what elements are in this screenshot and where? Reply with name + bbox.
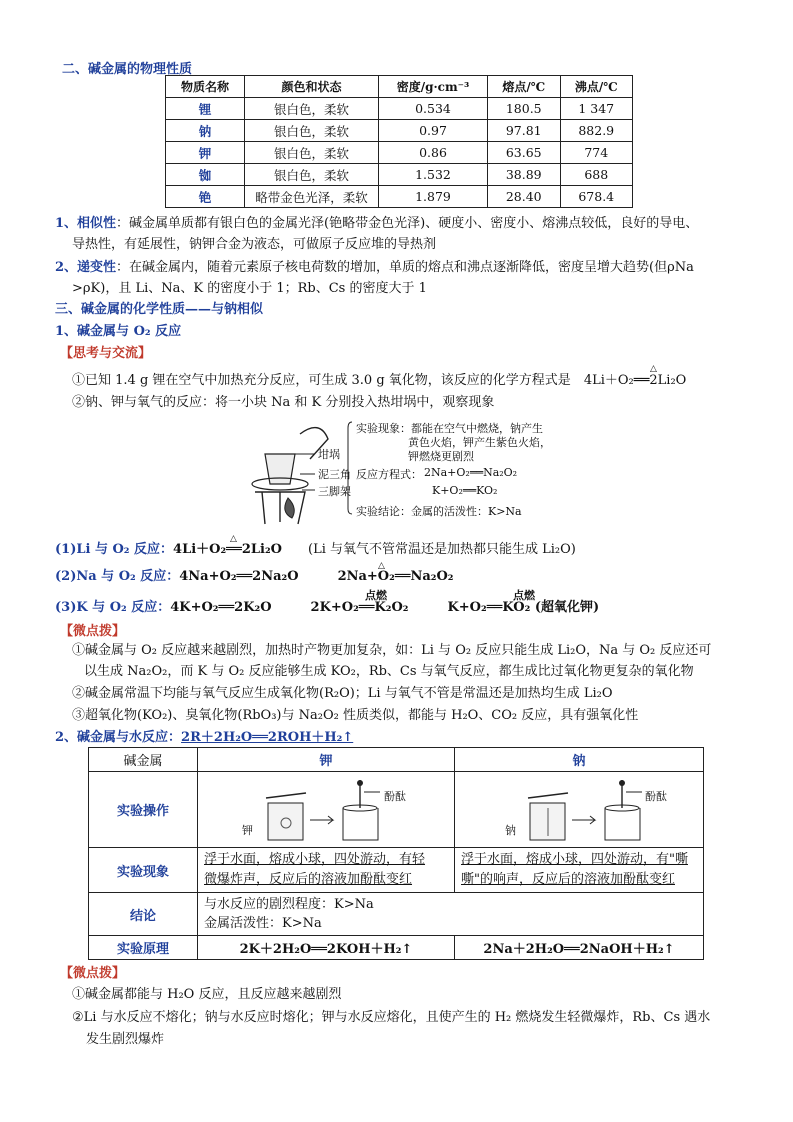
cell-bp: 678.4 bbox=[560, 186, 633, 208]
na-reaction-eq1: 4Na+O₂══2Na₂O bbox=[179, 569, 299, 584]
cell-density: 0.86 bbox=[379, 142, 488, 164]
similarity-text: ：碱金属单质都有银白色的金属光泽(铯略带金色光泽)、硬度小、密度小、熔沸点较低，良好的导电、 bbox=[116, 216, 699, 231]
cell-bp: 1 347 bbox=[560, 98, 633, 120]
header-bp: 沸点/℃ bbox=[560, 76, 633, 98]
concl-line1: 与水反应的剧烈程度：K>Na bbox=[204, 897, 374, 912]
cell-bp: 774 bbox=[560, 142, 633, 164]
phen-k-line1: 浮于水面，熔成小球，四处游动，有轻 bbox=[204, 852, 426, 867]
fig-eq-2: K+O₂══KO₂ bbox=[432, 484, 498, 497]
table2-princ-k: 2K＋2H₂O══2KOH＋H₂↑ bbox=[198, 936, 455, 960]
li-reaction-label: (1)Li 与 O₂ 反应： bbox=[55, 542, 174, 557]
think-line2: ②钠、钾与氧气的反应：将一小块 Na 和 K 分别投入热坩埚中，观察现象 bbox=[72, 395, 495, 410]
cell-mp: 28.40 bbox=[488, 186, 561, 208]
table2-op-k bbox=[198, 772, 455, 848]
li-reaction-eq: 4Li＋O₂══2Li₂O bbox=[173, 542, 282, 557]
section-title-physical: 二、碱金属的物理性质 bbox=[62, 62, 193, 77]
table2-phen-k bbox=[198, 848, 455, 893]
fig-phenomenon-1: 实验现象：都能在空气中燃烧，钠产生 bbox=[356, 422, 543, 435]
cell-density: 1.532 bbox=[379, 164, 488, 186]
na-reaction-line bbox=[55, 567, 454, 587]
similarity-line1 bbox=[55, 214, 698, 234]
fig-phenol-na: 酚酞 bbox=[645, 790, 667, 803]
cell-mp: 38.89 bbox=[488, 164, 561, 186]
header-color: 颜色和状态 bbox=[245, 76, 379, 98]
label-crucible: 坩埚 bbox=[318, 448, 340, 461]
cell-color: 略带金色光泽，柔软 bbox=[245, 186, 379, 208]
table-row bbox=[166, 186, 633, 208]
water-reaction-title bbox=[55, 728, 353, 748]
cell-name: 锂 bbox=[166, 98, 245, 120]
cell-mp: 180.5 bbox=[488, 98, 561, 120]
table-row bbox=[166, 120, 633, 142]
phen-na-line2: 嘶"的响声，反应后的溶液加酚酞变红 bbox=[461, 872, 675, 887]
cell-color: 银白色，柔软 bbox=[245, 142, 379, 164]
think-equation: 4Li＋O₂══2Li₂O bbox=[583, 373, 687, 388]
table2-phen-row bbox=[89, 848, 704, 893]
table2-h0: 碱金属 bbox=[89, 748, 198, 772]
table2-op-na bbox=[455, 772, 704, 848]
cell-density: 0.97 bbox=[379, 120, 488, 142]
micro-tip-1b: 以生成 Na₂O₂，而 K 与 O₂ 反应能够生成 KO₂，Rb、Cs 与氧气反应，都生成比过氧化物更复杂的氧化物 bbox=[84, 664, 694, 679]
phen-na-line1: 浮于水面，熔成小球，四处游动，有"嘶 bbox=[461, 852, 688, 867]
section-title-chemical: 三、碱金属的化学性质——与钠相似 bbox=[55, 302, 264, 317]
micro-tip2-title: 【微点拨】 bbox=[60, 966, 126, 981]
micro-tip-title: 【微点拨】 bbox=[60, 624, 126, 639]
micro-tip-2: ②碱金属常温下均能与氧气反应生成氧化物(R₂O)；Li 与氧气不管是常温还是加热均生成 Li₂O bbox=[72, 686, 613, 701]
water-reaction-table bbox=[88, 747, 704, 960]
na-reaction-eq2: 2Na+O₂══Na₂O₂ bbox=[337, 569, 454, 584]
cell-name: 钠 bbox=[166, 120, 245, 142]
table-row bbox=[166, 164, 633, 186]
cell-density: 0.534 bbox=[379, 98, 488, 120]
table2-op-row bbox=[89, 772, 704, 848]
fig-eq-label: 反应方程式： bbox=[356, 468, 422, 481]
similarity-line2: 导热性，有延展性，钠钾合金为液态，可做原子反应堆的导热剂 bbox=[72, 237, 437, 252]
li-heat-condition: △ bbox=[230, 534, 237, 544]
table2-header bbox=[89, 748, 704, 772]
k-reaction-label: (3)K 与 O₂ 反应： bbox=[55, 600, 171, 615]
cell-name: 铯 bbox=[166, 186, 245, 208]
micro-tip2-1: ①碱金属都能与 H₂O 反应，且反应越来越剧烈 bbox=[72, 987, 342, 1002]
na-reaction-label: (2)Na 与 O₂ 反应： bbox=[55, 569, 180, 584]
fig-phenomenon-3: 钾燃烧更剧烈 bbox=[408, 450, 474, 463]
fig-k-label: 钾 bbox=[242, 824, 253, 837]
k-reaction-eq1: 4K+O₂══2K₂O bbox=[170, 600, 272, 615]
label-tripod: 三脚架 bbox=[318, 485, 351, 498]
na-heat-condition: △ bbox=[378, 561, 385, 571]
micro-tip2-2b: 发生剧烈爆炸 bbox=[86, 1032, 165, 1047]
k-reaction-eq2: 2K+O₂══K₂O₂ bbox=[310, 600, 409, 615]
think-title: 【思考与交流】 bbox=[60, 346, 152, 361]
o2-reaction-title: 1、碱金属与 O₂ 反应 bbox=[55, 324, 182, 339]
li-reaction-line bbox=[55, 540, 576, 560]
cell-mp: 63.65 bbox=[488, 142, 561, 164]
cell-density: 1.879 bbox=[379, 186, 488, 208]
phen-k-line2: 微爆炸声，反应后的溶液加酚酞变红 bbox=[204, 872, 413, 887]
physical-properties-table bbox=[165, 75, 633, 208]
concl-line2: 金属活泼性：K>Na bbox=[204, 916, 322, 931]
table2-h2: 钠 bbox=[455, 748, 704, 772]
k-reaction-eq3: K+O₂══KO₂ (超氧化钾) bbox=[447, 600, 600, 615]
table2-phen-label: 实验现象 bbox=[89, 848, 198, 893]
table-row bbox=[166, 98, 633, 120]
k-ignite-condition-2: 点燃 bbox=[513, 589, 535, 602]
gradient-label: 2、递变性 bbox=[55, 260, 117, 275]
table-row bbox=[166, 142, 633, 164]
table2-concl-text bbox=[198, 893, 704, 936]
table2-concl-row bbox=[89, 893, 704, 936]
micro-tip2-2a: ②Li 与水反应不熔化；钠与水反应时熔化；钾与水反应熔化，且使产生的 H₂ 燃烧发生轻微爆炸，Rb、Cs 遇水 bbox=[72, 1010, 711, 1025]
gradient-line1 bbox=[55, 258, 694, 278]
table-header-row bbox=[166, 76, 633, 98]
cell-name: 铷 bbox=[166, 164, 245, 186]
gradient-text: ：在碱金属内，随着元素原子核电荷数的增加，单质的熔点和沸点逐渐降低，密度呈增大趋势(但ρNa bbox=[116, 260, 694, 275]
water-equation: 2R＋2H₂O══2ROH＋H₂↑ bbox=[181, 730, 354, 745]
cell-color: 银白色，柔软 bbox=[245, 120, 379, 142]
think-line1 bbox=[72, 371, 686, 391]
table2-phen-na bbox=[455, 848, 704, 893]
fig-conclusion: 实验结论：金属的活泼性：K>Na bbox=[356, 505, 522, 518]
header-name: 物质名称 bbox=[166, 76, 245, 98]
cell-name: 钾 bbox=[166, 142, 245, 164]
fig-phenomenon-2: 黄色火焰，钾产生紫色火焰， bbox=[408, 436, 551, 449]
li-reaction-note: (Li 与氧气不管常温还是加热都只能生成 Li₂O) bbox=[308, 542, 576, 557]
water-title-text: 2、碱金属与水反应： bbox=[55, 730, 182, 745]
header-mp: 熔点/℃ bbox=[488, 76, 561, 98]
fig-na-label: 钠 bbox=[505, 824, 516, 837]
cell-bp: 688 bbox=[560, 164, 633, 186]
cell-mp: 97.81 bbox=[488, 120, 561, 142]
table2-op-label: 实验操作 bbox=[89, 772, 198, 848]
table2-princ-na: 2Na＋2H₂O══2NaOH＋H₂↑ bbox=[455, 936, 704, 960]
gradient-line2: >ρK)，且 Li、Na、K 的密度小于 1；Rb、Cs 的密度大于 1 bbox=[72, 281, 427, 296]
table2-princ-row bbox=[89, 936, 704, 960]
table2-h1: 钾 bbox=[198, 748, 455, 772]
fig-eq-1: 2Na+O₂══Na₂O₂ bbox=[424, 466, 518, 479]
header-density: 密度/g·cm⁻³ bbox=[379, 76, 488, 98]
micro-tip-3: ③超氧化物(KO₂)、臭氧化物(RbO₃)与 Na₂O₂ 性质类似，都能与 H₂O、CO₂ 反应，具有强氧化性 bbox=[72, 708, 639, 723]
table2-princ-label: 实验原理 bbox=[89, 936, 198, 960]
similarity-label: 1、相似性 bbox=[55, 216, 117, 231]
cell-color: 银白色，柔软 bbox=[245, 164, 379, 186]
label-clay-triangle: 泥三角 bbox=[318, 468, 351, 481]
table2-concl-label: 结论 bbox=[89, 893, 198, 936]
cell-color: 银白色，柔软 bbox=[245, 98, 379, 120]
fig-phenol-k: 酚酞 bbox=[384, 790, 406, 803]
k-ignite-condition-1: 点燃 bbox=[365, 589, 387, 602]
heat-condition: △ bbox=[650, 364, 657, 374]
think-question: ①已知 1.4 g 锂在空气中加热充分反应，可生成 3.0 g 氧化物，该反应的化学方程式是 bbox=[72, 373, 571, 388]
micro-tip-1a: ①碱金属与 O₂ 反应越来越剧烈，加热时产物更加复杂，如：Li 与 O₂ 反应只能生成 Li₂O，Na 与 O₂ 反应还可 bbox=[72, 643, 712, 658]
cell-bp: 882.9 bbox=[560, 120, 633, 142]
